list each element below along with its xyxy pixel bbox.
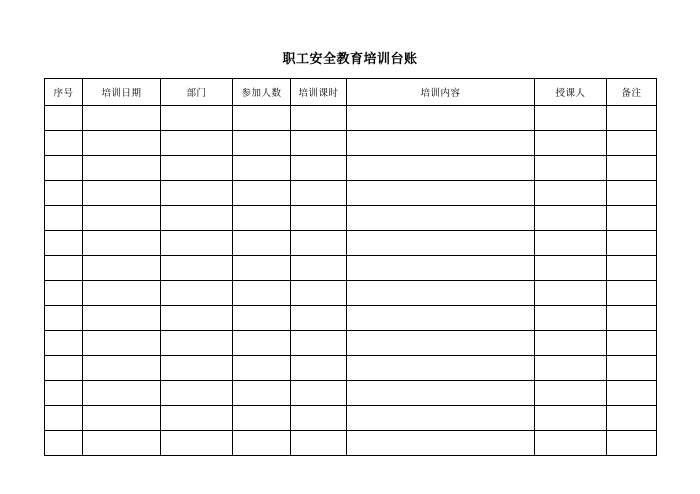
table-cell-content[interactable] <box>347 181 535 206</box>
column-header-hours: 培训课时 <box>291 79 347 106</box>
table-cell-date[interactable] <box>83 131 161 156</box>
table-header-row <box>45 79 657 106</box>
table-cell-hours[interactable] <box>291 356 347 381</box>
table-cell-seq[interactable] <box>45 356 83 381</box>
table-cell-dept[interactable] <box>161 431 233 456</box>
table-cell-lecturer[interactable] <box>535 381 607 406</box>
column-header-remark: 备注 <box>607 79 657 106</box>
table-cell-date[interactable] <box>83 331 161 356</box>
table-cell-remark[interactable] <box>607 231 657 256</box>
column-header-people: 参加人数 <box>233 79 291 106</box>
column-header-lecturer: 授课人 <box>535 79 607 106</box>
table-cell-people[interactable] <box>233 181 291 206</box>
table-row <box>45 256 657 281</box>
table-cell-seq[interactable] <box>45 331 83 356</box>
table-cell-lecturer[interactable] <box>535 256 607 281</box>
table-cell-people[interactable] <box>233 281 291 306</box>
table-cell-seq[interactable] <box>45 131 83 156</box>
table-cell-people[interactable] <box>233 256 291 281</box>
table-cell-dept[interactable] <box>161 356 233 381</box>
table-cell-people[interactable] <box>233 131 291 156</box>
table-cell-lecturer[interactable] <box>535 206 607 231</box>
table-cell-lecturer[interactable] <box>535 181 607 206</box>
table-cell-hours[interactable] <box>291 256 347 281</box>
table-cell-date[interactable] <box>83 306 161 331</box>
table-cell-lecturer[interactable] <box>535 406 607 431</box>
table-cell-date[interactable] <box>83 206 161 231</box>
table-row <box>45 131 657 156</box>
table-cell-remark[interactable] <box>607 181 657 206</box>
table-cell-seq[interactable] <box>45 181 83 206</box>
table-cell-people[interactable] <box>233 231 291 256</box>
table-cell-hours[interactable] <box>291 406 347 431</box>
table-cell-dept[interactable] <box>161 381 233 406</box>
table-cell-dept[interactable] <box>161 181 233 206</box>
table-cell-remark[interactable] <box>607 356 657 381</box>
table-cell-seq[interactable] <box>45 281 83 306</box>
table-cell-date[interactable] <box>83 356 161 381</box>
table-cell-lecturer[interactable] <box>535 331 607 356</box>
table-cell-dept[interactable] <box>161 106 233 131</box>
ledger-table-container <box>44 78 656 456</box>
table-cell-content[interactable] <box>347 406 535 431</box>
table-cell-remark[interactable] <box>607 256 657 281</box>
table-cell-people[interactable] <box>233 331 291 356</box>
table-cell-content[interactable] <box>347 131 535 156</box>
column-header-date: 培训日期 <box>83 79 161 106</box>
table-cell-hours[interactable] <box>291 431 347 456</box>
table-cell-date[interactable] <box>83 256 161 281</box>
table-cell-content[interactable] <box>347 231 535 256</box>
table-cell-lecturer[interactable] <box>535 356 607 381</box>
table-cell-date[interactable] <box>83 106 161 131</box>
table-cell-hours[interactable] <box>291 281 347 306</box>
table-row <box>45 381 657 406</box>
table-cell-content[interactable] <box>347 381 535 406</box>
table-cell-content[interactable] <box>347 281 535 306</box>
table-cell-people[interactable] <box>233 106 291 131</box>
table-cell-lecturer[interactable] <box>535 156 607 181</box>
table-cell-dept[interactable] <box>161 231 233 256</box>
table-cell-hours[interactable] <box>291 231 347 256</box>
table-cell-remark[interactable] <box>607 406 657 431</box>
table-row <box>45 281 657 306</box>
table-cell-dept[interactable] <box>161 306 233 331</box>
table-cell-remark[interactable] <box>607 206 657 231</box>
table-cell-content[interactable] <box>347 156 535 181</box>
table-cell-seq[interactable] <box>45 206 83 231</box>
table-row <box>45 206 657 231</box>
table-cell-content[interactable] <box>347 106 535 131</box>
table-row <box>45 331 657 356</box>
table-header <box>45 79 657 106</box>
table-cell-people[interactable] <box>233 431 291 456</box>
page-title: 职工安全教育培训台账 <box>282 51 418 66</box>
table-cell-seq[interactable] <box>45 156 83 181</box>
table-cell-remark[interactable] <box>607 131 657 156</box>
table-cell-hours[interactable] <box>291 156 347 181</box>
table-cell-dept[interactable] <box>161 131 233 156</box>
table-cell-content[interactable] <box>347 256 535 281</box>
table-cell-date[interactable] <box>83 181 161 206</box>
table-cell-seq[interactable] <box>45 306 83 331</box>
table-cell-date[interactable] <box>83 406 161 431</box>
table-row <box>45 306 657 331</box>
table-cell-people[interactable] <box>233 381 291 406</box>
table-cell-content[interactable] <box>347 206 535 231</box>
table-row <box>45 181 657 206</box>
table-cell-dept[interactable] <box>161 406 233 431</box>
table-cell-people[interactable] <box>233 406 291 431</box>
table-cell-date[interactable] <box>83 381 161 406</box>
table-cell-date[interactable] <box>83 281 161 306</box>
table-cell-remark[interactable] <box>607 381 657 406</box>
table-cell-dept[interactable] <box>161 331 233 356</box>
table-cell-hours[interactable] <box>291 181 347 206</box>
table-cell-date[interactable] <box>83 231 161 256</box>
column-header-content: 培训内容 <box>347 79 535 106</box>
column-header-dept: 部门 <box>161 79 233 106</box>
table-cell-seq[interactable] <box>45 406 83 431</box>
table-cell-hours[interactable] <box>291 106 347 131</box>
table-cell-dept[interactable] <box>161 156 233 181</box>
table-cell-seq[interactable] <box>45 431 83 456</box>
table-body <box>45 106 657 456</box>
table-row <box>45 231 657 256</box>
table-cell-hours[interactable] <box>291 131 347 156</box>
table-cell-lecturer[interactable] <box>535 231 607 256</box>
table-row <box>45 156 657 181</box>
table-cell-seq[interactable] <box>45 231 83 256</box>
table-cell-seq[interactable] <box>45 381 83 406</box>
table-cell-seq[interactable] <box>45 256 83 281</box>
table-cell-remark[interactable] <box>607 106 657 131</box>
table-cell-lecturer[interactable] <box>535 131 607 156</box>
table-cell-content[interactable] <box>347 356 535 381</box>
table-cell-remark[interactable] <box>607 431 657 456</box>
table-row <box>45 406 657 431</box>
table-cell-remark[interactable] <box>607 331 657 356</box>
table-row <box>45 431 657 456</box>
table-cell-remark[interactable] <box>607 306 657 331</box>
table-cell-seq[interactable] <box>45 106 83 131</box>
table-cell-date[interactable] <box>83 431 161 456</box>
table-cell-dept[interactable] <box>161 206 233 231</box>
table-cell-content[interactable] <box>347 431 535 456</box>
table-cell-hours[interactable] <box>291 331 347 356</box>
table-cell-lecturer[interactable] <box>535 106 607 131</box>
table-cell-remark[interactable] <box>607 281 657 306</box>
table-cell-lecturer[interactable] <box>535 306 607 331</box>
table-cell-content[interactable] <box>347 331 535 356</box>
table-cell-lecturer[interactable] <box>535 281 607 306</box>
table-cell-content[interactable] <box>347 306 535 331</box>
table-cell-people[interactable] <box>233 206 291 231</box>
table-row <box>45 106 657 131</box>
table-cell-people[interactable] <box>233 306 291 331</box>
table-cell-hours[interactable] <box>291 381 347 406</box>
table-cell-lecturer[interactable] <box>535 431 607 456</box>
table-cell-hours[interactable] <box>291 306 347 331</box>
table-cell-dept[interactable] <box>161 256 233 281</box>
ledger-table <box>44 78 657 456</box>
table-cell-hours[interactable] <box>291 206 347 231</box>
table-cell-dept[interactable] <box>161 281 233 306</box>
table-cell-remark[interactable] <box>607 156 657 181</box>
table-row <box>45 356 657 381</box>
table-cell-date[interactable] <box>83 156 161 181</box>
table-cell-people[interactable] <box>233 356 291 381</box>
table-cell-people[interactable] <box>233 156 291 181</box>
column-header-seq: 序号 <box>45 79 83 106</box>
